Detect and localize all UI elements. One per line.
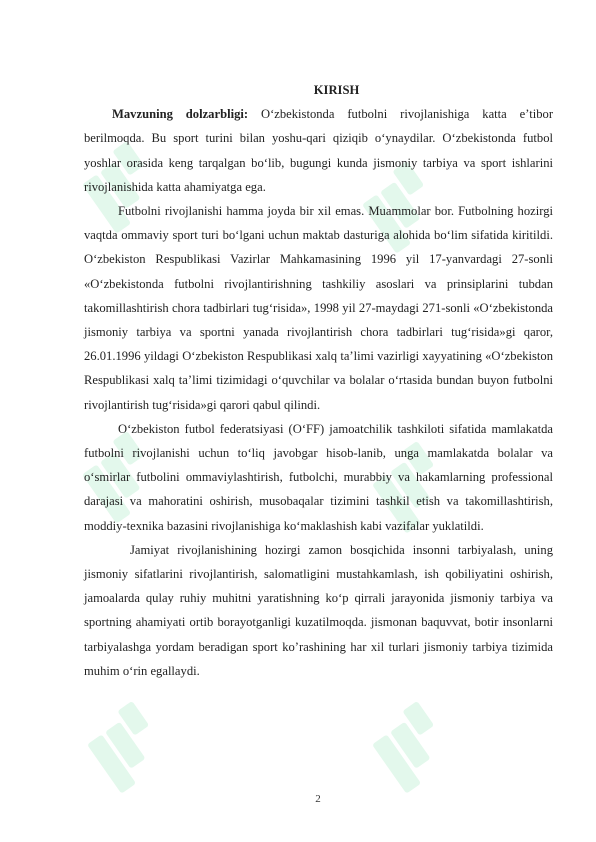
watermark-logo-icon — [75, 690, 185, 800]
section-heading: KIRISH — [313, 83, 360, 97]
paragraph: O‘zbekiston futbol federatsiyasi (O‘FF) jamoatchilik tashkiloti sifatida mamlakatda futbolni rivojlanishi uchun to‘liq javobgar hisob-lanib, unga mamlakatda bolalar va o‘smirlar futbolini ommaviylashtirish, futbolchi, murabbiy va hakamlarning professional darajasi va mahoratini oshirish, musobaqalar tizimini tashkil etish va takomillashtirish, moddiy-texnika bazasini rivojlanishiga ko‘maklashish kabi vazifalar yuklatildi. — [84, 421, 553, 533]
document-body — [84, 78, 553, 683]
paragraph: Futbolni rivojlanishi hamma joyda bir xil emas. Muammolar bor. Futbolning hozirgi vaqtda ommaviy sport turi bo‘lgani uchun maktab dasturiga alohida bo‘lim sifatida kiritildi. O‘zbekiston Respublikasi Vazirlar Mahkamasining 1996 yil 17-yanvardagi 27-sonli «O‘zbekistonda futbolni rivojlantirishning tashkiliy asoslari va prinsiplarini tubdan takomillashtirish chora tadbirlari tug‘risida», 1998 yil 27-maydagi 271-sonli «O‘zbekistonda jismoniy tarbiya va sportni yanada rivojlantirish chora tadbirlari tug‘risida»gi qaror, 26.01.1996 yildagi O‘zbekiston Respublikasi xalq ta’limi vazirligi xayyatining «O‘zbekiston Respublikasi xalq ta’limi tizimidagi o‘quvchilar va bolalar o‘rtasida bundan buyon futbolni rivojlantirish tug‘risida»gi qarori qabul qilindi. — [84, 204, 553, 412]
paragraph: Jamiyat rivojlanishining hozirgi zamon bosqichida insonni tarbiyalash, uning jismoniy sifatlarini rivojlantirish, salomatligini mustahkamlash, ish qobiliyatini oshirish, jamoalarda qulay ruhiy muhitni yaratishning ko‘p qirrali jarayonida jismoniy tarbiya va sportning ahamiyati ortib borayotganligi kuzatilmoqda. jismonan baquvvat, botir insonlarni tarbiyalashga yordam beradigan sport ko’rashining har xil turlari jismoniy tarbiya tizimida muhim o‘rin egallaydi. — [84, 542, 553, 678]
watermark-logo-icon — [360, 690, 470, 800]
page-number: 2 — [315, 793, 321, 805]
paragraph-relevance — [84, 102, 553, 199]
paragraph-text: O‘zbekistonda futbolni rivojlanishiga katta e’tibor berilmoqda. Bu sport turini bilan yoshu-qari qiziqib o‘ynaydilar. O‘zbekistonda futbol yoshlar orasida keng tarqalgan bo‘lib, bugungi kunda jismoniy tarbiya va sport ishlarini rivojlanishida katta ahamiyatga ega. — [84, 107, 554, 194]
lead-label: Mavzuning dolzarbligi: — [112, 107, 249, 122]
